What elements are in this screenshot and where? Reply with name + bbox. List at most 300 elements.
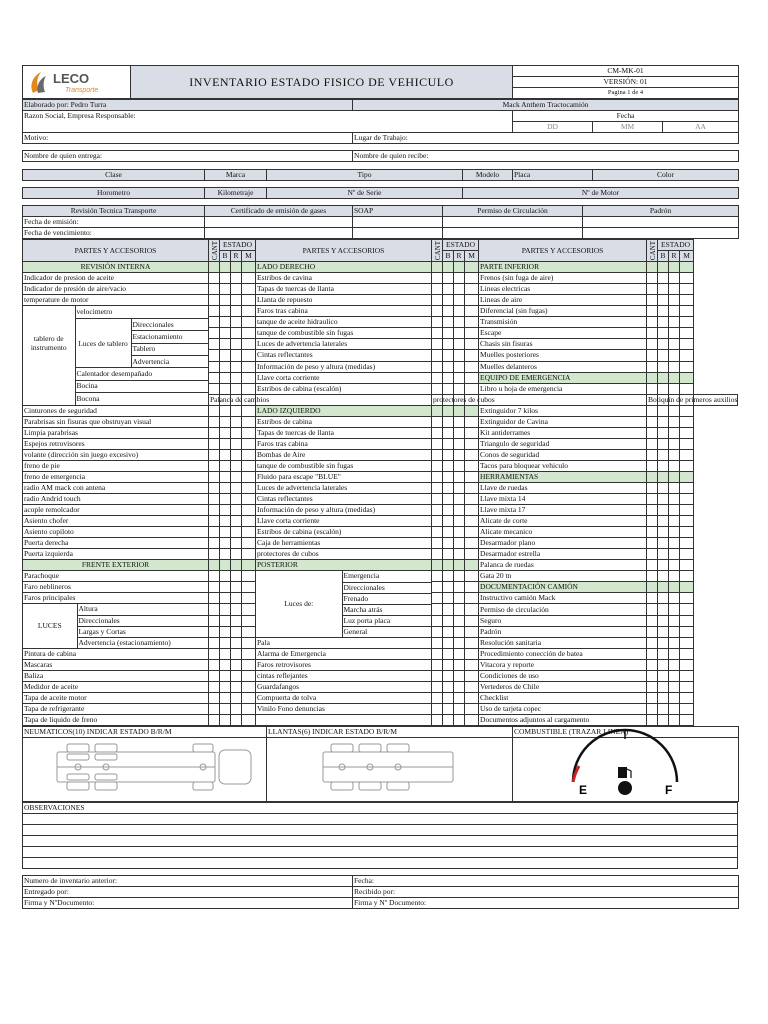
check-cant[interactable] — [209, 549, 220, 560]
check-r[interactable] — [669, 704, 680, 715]
check-cant[interactable] — [432, 262, 443, 273]
check-b[interactable] — [658, 483, 669, 494]
check-b[interactable] — [443, 516, 454, 527]
check-r[interactable] — [669, 660, 680, 671]
check-cant[interactable] — [647, 560, 658, 571]
check-cant[interactable] — [432, 616, 443, 627]
check-cant[interactable] — [647, 660, 658, 671]
check-r[interactable] — [669, 361, 680, 372]
check-r[interactable] — [454, 383, 465, 394]
check-b[interactable] — [220, 284, 231, 295]
check-b[interactable] — [443, 682, 454, 693]
check-b[interactable] — [658, 704, 669, 715]
check-r[interactable] — [454, 339, 465, 350]
check-b[interactable] — [443, 483, 454, 494]
check-m[interactable] — [465, 306, 479, 317]
check-b[interactable] — [220, 372, 231, 383]
check-r[interactable] — [669, 538, 680, 549]
month-field[interactable]: MM — [593, 122, 663, 133]
check-b[interactable] — [220, 549, 231, 560]
check-b[interactable] — [220, 627, 231, 638]
check-m[interactable] — [680, 339, 694, 350]
check-cant[interactable] — [432, 472, 443, 483]
check-m[interactable] — [680, 527, 694, 538]
check-cant[interactable] — [647, 262, 658, 273]
check-b[interactable] — [658, 538, 669, 549]
motivo-field[interactable] — [23, 133, 353, 144]
check-m[interactable] — [465, 383, 479, 394]
check-cant[interactable] — [209, 383, 220, 394]
check-b[interactable] — [220, 361, 231, 372]
check-b[interactable] — [220, 306, 231, 317]
check-cant[interactable] — [432, 417, 443, 428]
check-m[interactable] — [242, 328, 256, 339]
check-r[interactable] — [669, 461, 680, 472]
check-r[interactable] — [231, 593, 242, 604]
check-cant[interactable] — [432, 350, 443, 361]
check-r[interactable] — [669, 671, 680, 682]
check-m[interactable] — [680, 593, 694, 604]
check-cant[interactable] — [209, 649, 220, 660]
fuel-gauge[interactable] — [513, 738, 739, 802]
check-r[interactable] — [669, 582, 680, 593]
check-m[interactable] — [680, 273, 694, 284]
check-b[interactable] — [658, 428, 669, 439]
check-b[interactable] — [220, 571, 231, 582]
check-r[interactable] — [231, 704, 242, 715]
check-r[interactable] — [454, 582, 465, 593]
check-m[interactable] — [465, 715, 479, 726]
check-r[interactable] — [669, 339, 680, 350]
check-m[interactable] — [465, 538, 479, 549]
check-b[interactable] — [220, 538, 231, 549]
check-m[interactable] — [242, 295, 256, 306]
check-b[interactable] — [443, 505, 454, 516]
check-r[interactable] — [231, 306, 242, 317]
check-b[interactable] — [443, 538, 454, 549]
check-m[interactable] — [680, 604, 694, 616]
check-r[interactable] — [669, 616, 680, 627]
check-r[interactable] — [669, 593, 680, 604]
check-cant[interactable] — [209, 339, 220, 350]
check-m[interactable] — [242, 372, 256, 383]
check-b[interactable] — [220, 704, 231, 715]
check-r[interactable] — [669, 350, 680, 361]
check-cant[interactable] — [647, 483, 658, 494]
check-cant[interactable] — [432, 383, 443, 394]
check-m[interactable] — [465, 284, 479, 295]
check-b[interactable] — [443, 295, 454, 306]
check-r[interactable] — [454, 704, 465, 715]
check-b[interactable] — [658, 627, 669, 638]
check-m[interactable] — [680, 560, 694, 571]
check-cant[interactable] — [432, 483, 443, 494]
check-cant[interactable] — [647, 417, 658, 428]
check-m[interactable] — [242, 693, 256, 704]
check-m[interactable] — [680, 406, 694, 417]
check-cant[interactable] — [209, 582, 220, 593]
check-b[interactable] — [220, 295, 231, 306]
recibido-field[interactable]: Recibido por: — [353, 887, 739, 898]
check-cant[interactable] — [209, 671, 220, 682]
check-b[interactable] — [658, 660, 669, 671]
check-b[interactable] — [658, 549, 669, 560]
check-r[interactable] — [231, 693, 242, 704]
obs-line[interactable] — [23, 847, 738, 858]
check-b[interactable] — [658, 372, 669, 383]
check-b[interactable] — [443, 593, 454, 604]
check-cant[interactable] — [432, 273, 443, 284]
check-cant[interactable] — [647, 472, 658, 483]
recibe-field[interactable] — [353, 151, 739, 162]
check-b[interactable] — [443, 461, 454, 472]
check-cant[interactable] — [209, 494, 220, 505]
check-r[interactable] — [454, 549, 465, 560]
check-cant[interactable] — [432, 372, 443, 383]
check-m[interactable] — [680, 671, 694, 682]
check-b[interactable] — [658, 649, 669, 660]
check-r[interactable] — [669, 472, 680, 483]
n-inventario-field[interactable]: Numero de inventario anterior: — [23, 876, 353, 887]
check-b[interactable] — [658, 406, 669, 417]
check-b[interactable] — [443, 417, 454, 428]
check-b[interactable] — [658, 582, 669, 593]
check-cant[interactable] — [647, 627, 658, 638]
check-cant[interactable] — [647, 450, 658, 461]
check-cant[interactable] — [209, 361, 220, 372]
check-r[interactable] — [454, 538, 465, 549]
check-cant[interactable] — [432, 361, 443, 372]
check-cant[interactable] — [209, 317, 220, 328]
check-b[interactable] — [443, 450, 454, 461]
check-m[interactable] — [465, 516, 479, 527]
check-cant[interactable] — [209, 439, 220, 450]
fecha-emision[interactable]: Fecha de emisión: — [23, 217, 205, 228]
check-r[interactable] — [454, 284, 465, 295]
check-cant[interactable] — [432, 627, 443, 638]
check-b[interactable] — [658, 450, 669, 461]
check-cant[interactable] — [209, 704, 220, 715]
check-r[interactable] — [454, 660, 465, 671]
check-b[interactable] — [220, 693, 231, 704]
check-b[interactable] — [443, 616, 454, 627]
entregado-field[interactable]: Entregado por: — [23, 887, 353, 898]
check-m[interactable] — [242, 284, 256, 295]
check-m[interactable] — [242, 273, 256, 284]
check-cant[interactable] — [432, 406, 443, 417]
check-b[interactable] — [220, 461, 231, 472]
check-cant[interactable] — [432, 494, 443, 505]
check-cant[interactable] — [432, 306, 443, 317]
fecha-vencimiento[interactable]: Fecha de vencimiento: — [23, 228, 205, 239]
check-b[interactable] — [220, 350, 231, 361]
check-b[interactable] — [443, 328, 454, 339]
check-b[interactable] — [443, 715, 454, 726]
check-m[interactable] — [242, 472, 256, 483]
check-b[interactable] — [443, 494, 454, 505]
check-cant[interactable] — [209, 472, 220, 483]
check-b[interactable] — [443, 527, 454, 538]
check-m[interactable] — [680, 284, 694, 295]
check-m[interactable] — [242, 461, 256, 472]
check-r[interactable] — [231, 406, 242, 417]
razon-social-field[interactable] — [23, 111, 513, 133]
check-m[interactable] — [680, 715, 694, 726]
check-cant[interactable] — [209, 516, 220, 527]
check-cant[interactable] — [209, 273, 220, 284]
check-cant[interactable] — [647, 715, 658, 726]
check-b[interactable] — [220, 616, 231, 627]
check-r[interactable] — [454, 273, 465, 284]
check-m[interactable] — [465, 350, 479, 361]
check-cant[interactable] — [647, 361, 658, 372]
check-b[interactable] — [220, 593, 231, 604]
obs-line[interactable] — [23, 836, 738, 847]
check-cant[interactable] — [209, 571, 220, 582]
check-cant[interactable] — [647, 306, 658, 317]
check-r[interactable] — [454, 262, 465, 273]
check-cant[interactable] — [647, 649, 658, 660]
check-r[interactable] — [231, 361, 242, 372]
check-b[interactable] — [658, 494, 669, 505]
check-b[interactable] — [658, 306, 669, 317]
check-m[interactable] — [680, 483, 694, 494]
check-m[interactable] — [680, 306, 694, 317]
check-m[interactable] — [242, 350, 256, 361]
check-cant[interactable] — [209, 372, 220, 383]
check-cant[interactable] — [209, 295, 220, 306]
check-cant[interactable] — [647, 328, 658, 339]
check-cant[interactable] — [209, 604, 220, 616]
check-b[interactable] — [443, 571, 454, 582]
check-m[interactable] — [242, 571, 256, 582]
check-r[interactable] — [231, 483, 242, 494]
check-r[interactable] — [669, 682, 680, 693]
check-r[interactable] — [231, 538, 242, 549]
check-m[interactable] — [465, 339, 479, 350]
check-cant[interactable] — [647, 604, 658, 616]
check-cant[interactable] — [647, 638, 658, 649]
check-cant[interactable] — [647, 428, 658, 439]
check-b[interactable] — [220, 417, 231, 428]
check-b[interactable] — [220, 273, 231, 284]
check-m[interactable] — [242, 627, 256, 638]
check-cant[interactable] — [432, 328, 443, 339]
check-r[interactable] — [454, 350, 465, 361]
check-m[interactable] — [465, 593, 479, 604]
check-r[interactable] — [454, 472, 465, 483]
check-r[interactable] — [231, 616, 242, 627]
check-r[interactable] — [454, 671, 465, 682]
lugar-field[interactable] — [353, 133, 739, 144]
check-r[interactable] — [231, 671, 242, 682]
check-r[interactable] — [454, 428, 465, 439]
check-m[interactable] — [680, 328, 694, 339]
check-r[interactable] — [231, 582, 242, 593]
check-r[interactable] — [669, 306, 680, 317]
check-cant[interactable] — [647, 682, 658, 693]
check-m[interactable] — [465, 549, 479, 560]
check-m[interactable] — [680, 516, 694, 527]
check-r[interactable] — [231, 638, 242, 649]
check-m[interactable] — [242, 439, 256, 450]
check-r[interactable] — [454, 638, 465, 649]
check-cant[interactable] — [432, 339, 443, 350]
check-b[interactable] — [658, 505, 669, 516]
check-cant[interactable] — [209, 306, 220, 317]
check-b[interactable] — [658, 616, 669, 627]
obs-line[interactable] — [23, 814, 738, 825]
check-m[interactable] — [242, 616, 256, 627]
check-m[interactable] — [680, 439, 694, 450]
check-cant[interactable] — [432, 660, 443, 671]
check-cant[interactable] — [647, 339, 658, 350]
check-b[interactable] — [658, 361, 669, 372]
check-b[interactable] — [220, 671, 231, 682]
check-r[interactable] — [454, 417, 465, 428]
check-r[interactable] — [231, 450, 242, 461]
check-cant[interactable] — [647, 582, 658, 593]
check-m[interactable] — [242, 317, 256, 328]
check-cant[interactable] — [209, 527, 220, 538]
check-b[interactable] — [443, 649, 454, 660]
check-cant[interactable] — [209, 560, 220, 571]
check-cant[interactable] — [432, 284, 443, 295]
check-cant[interactable] — [209, 406, 220, 417]
check-b[interactable] — [220, 328, 231, 339]
check-b[interactable] — [658, 715, 669, 726]
firma-entrega-field[interactable]: Firma y NºDocumento: — [23, 898, 353, 909]
check-m[interactable] — [465, 571, 479, 582]
check-b[interactable] — [220, 638, 231, 649]
check-m[interactable] — [465, 627, 479, 638]
check-cant[interactable] — [209, 693, 220, 704]
check-r[interactable] — [669, 549, 680, 560]
check-r[interactable] — [231, 417, 242, 428]
check-cant[interactable] — [647, 549, 658, 560]
check-b[interactable] — [220, 406, 231, 417]
year-field[interactable]: AA — [663, 122, 739, 133]
check-cant[interactable] — [209, 483, 220, 494]
check-m[interactable] — [242, 660, 256, 671]
check-m[interactable] — [242, 383, 256, 394]
check-r[interactable] — [454, 593, 465, 604]
check-cant[interactable] — [647, 317, 658, 328]
check-cant[interactable] — [432, 317, 443, 328]
check-m[interactable] — [680, 627, 694, 638]
check-b[interactable] — [658, 560, 669, 571]
check-m[interactable] — [242, 682, 256, 693]
check-b[interactable] — [658, 273, 669, 284]
check-r[interactable] — [231, 560, 242, 571]
check-r[interactable] — [454, 627, 465, 638]
check-b[interactable] — [443, 604, 454, 616]
check-r[interactable] — [669, 328, 680, 339]
check-r[interactable] — [669, 516, 680, 527]
check-cant[interactable] — [432, 582, 443, 593]
check-cant[interactable] — [209, 262, 220, 273]
check-cant[interactable] — [209, 715, 220, 726]
check-r[interactable] — [669, 638, 680, 649]
check-m[interactable] — [465, 295, 479, 306]
check-r[interactable] — [231, 571, 242, 582]
check-cant[interactable] — [209, 284, 220, 295]
check-b[interactable] — [220, 494, 231, 505]
check-r[interactable] — [454, 461, 465, 472]
check-m[interactable] — [465, 406, 479, 417]
check-m[interactable] — [680, 472, 694, 483]
check-r[interactable] — [669, 450, 680, 461]
check-r[interactable] — [454, 604, 465, 616]
check-b[interactable] — [658, 383, 669, 394]
check-r[interactable] — [231, 505, 242, 516]
check-cant[interactable] — [432, 428, 443, 439]
check-cant[interactable] — [647, 616, 658, 627]
check-m[interactable] — [680, 582, 694, 593]
check-b[interactable] — [220, 582, 231, 593]
check-r[interactable] — [454, 317, 465, 328]
check-r[interactable] — [231, 372, 242, 383]
check-m[interactable] — [680, 571, 694, 582]
check-cant[interactable] — [432, 505, 443, 516]
tire-diagram-6[interactable] — [267, 738, 513, 802]
check-r[interactable] — [454, 693, 465, 704]
check-b[interactable] — [658, 472, 669, 483]
check-r[interactable] — [669, 715, 680, 726]
check-m[interactable] — [680, 461, 694, 472]
check-cant[interactable] — [209, 538, 220, 549]
check-m[interactable] — [465, 638, 479, 649]
check-m[interactable] — [680, 317, 694, 328]
check-cant[interactable] — [647, 284, 658, 295]
check-r[interactable] — [669, 483, 680, 494]
check-cant[interactable] — [647, 671, 658, 682]
check-m[interactable] — [465, 616, 479, 627]
check-b[interactable] — [220, 428, 231, 439]
check-b[interactable] — [443, 472, 454, 483]
check-b[interactable] — [443, 549, 454, 560]
check-m[interactable] — [242, 671, 256, 682]
check-b[interactable] — [220, 649, 231, 660]
check-m[interactable] — [465, 527, 479, 538]
check-r[interactable] — [454, 372, 465, 383]
check-m[interactable] — [465, 472, 479, 483]
check-cant[interactable] — [209, 660, 220, 671]
check-b[interactable] — [220, 505, 231, 516]
check-b[interactable] — [220, 604, 231, 616]
check-r[interactable] — [669, 604, 680, 616]
check-m[interactable] — [242, 428, 256, 439]
check-b[interactable] — [220, 560, 231, 571]
check-b[interactable] — [220, 660, 231, 671]
check-m[interactable] — [680, 704, 694, 715]
check-cant[interactable] — [209, 328, 220, 339]
check-r[interactable] — [669, 527, 680, 538]
check-m[interactable] — [465, 262, 479, 273]
check-m[interactable] — [465, 361, 479, 372]
check-cant[interactable] — [432, 538, 443, 549]
check-r[interactable] — [231, 383, 242, 394]
check-r[interactable] — [231, 527, 242, 538]
check-m[interactable] — [680, 494, 694, 505]
check-r[interactable] — [231, 472, 242, 483]
check-b[interactable] — [220, 339, 231, 350]
check-b[interactable] — [443, 582, 454, 593]
check-cant[interactable] — [432, 450, 443, 461]
check-m[interactable] — [465, 483, 479, 494]
check-m[interactable] — [680, 428, 694, 439]
check-cant[interactable] — [647, 439, 658, 450]
